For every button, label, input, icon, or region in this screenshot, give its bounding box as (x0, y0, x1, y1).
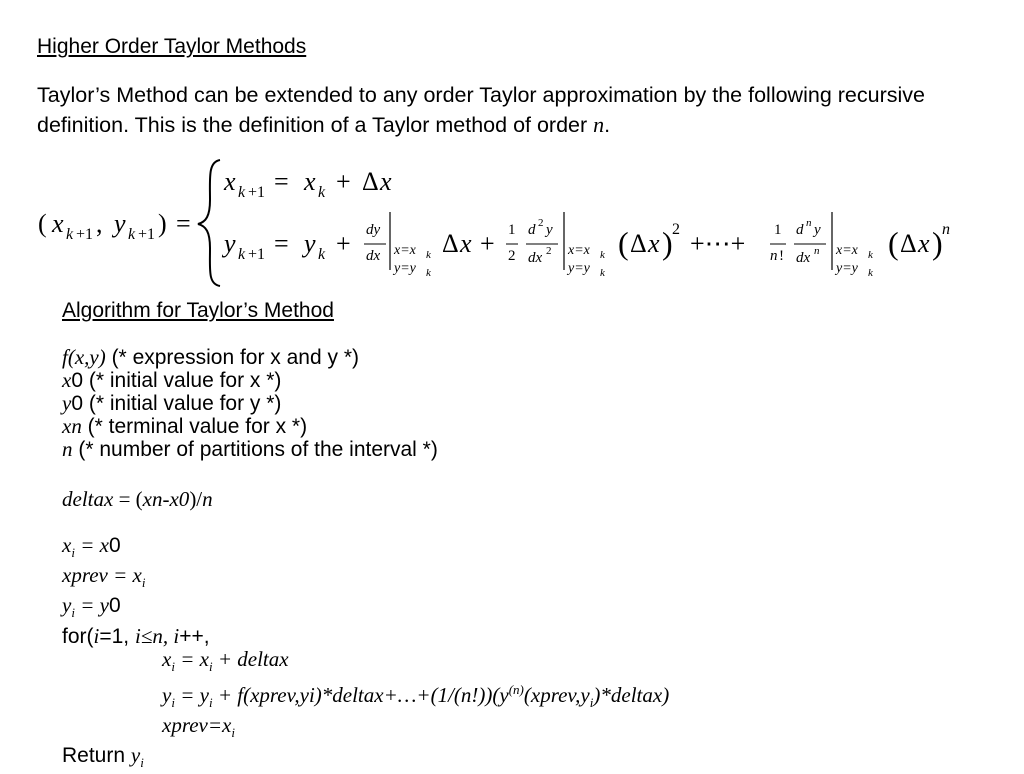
svg-text:y: y (814, 222, 821, 238)
for-keyword: for( (62, 624, 94, 648)
svg-text:k: k (128, 226, 136, 243)
svg-text:(: ( (888, 225, 899, 261)
svg-text:k: k (238, 246, 246, 263)
svg-text:k: k (600, 249, 605, 261)
input-var: xn (62, 414, 82, 438)
svg-text:+: + (480, 229, 495, 258)
svg-text:d: d (528, 222, 536, 238)
svg-text:+1: +1 (248, 184, 266, 201)
return-keyword: Return (62, 744, 126, 768)
svg-text:dx: dx (796, 250, 811, 266)
loop-update-xprev: $xprev=x_i$ (162, 712, 235, 741)
svg-text:n: n (806, 217, 812, 229)
svg-text:y: y (546, 222, 553, 238)
for-loop-header: for(i=1, i≤n, i++, (62, 623, 210, 648)
svg-text:dx: dx (366, 248, 381, 264)
svg-text:): ) (932, 225, 943, 261)
input-var: f(x,y) (62, 345, 106, 369)
formula-row-y (221, 212, 950, 279)
intro-end: . (604, 113, 611, 137)
input-var: n (62, 437, 73, 461)
input-var: y (62, 391, 72, 415)
svg-text:+1: +1 (248, 246, 266, 263)
intro-order-variable: n (593, 112, 605, 137)
svg-text:1: 1 (774, 222, 782, 238)
svg-text:y: y (224, 229, 236, 258)
svg-text:1: 1 (508, 222, 516, 238)
input-line-xn (62, 415, 438, 438)
for-start: =1, (99, 624, 135, 648)
formula-brace (198, 160, 220, 286)
svg-text:y=y: y=y (568, 261, 590, 276)
formula-lhs (38, 209, 191, 243)
svg-text:k: k (868, 249, 873, 261)
input-suffix: 0 (71, 392, 84, 415)
svg-text:n: n (814, 245, 820, 257)
svg-text:2: 2 (538, 217, 544, 229)
svg-text:x=x: x=x (394, 243, 416, 258)
input-line-f (62, 346, 438, 369)
svg-text:2: 2 (672, 221, 680, 238)
input-comment: (* initial value for x *) (88, 369, 282, 392)
svg-text:dx: dx (528, 250, 543, 266)
svg-text:x: x (380, 167, 392, 196)
input-line-n (62, 438, 438, 461)
svg-text:x: x (918, 229, 930, 258)
svg-text:d: d (796, 222, 804, 238)
algorithm-inputs (62, 346, 438, 461)
init-xi: $x_i = x0$ (62, 533, 121, 561)
svg-text:+: + (336, 229, 351, 258)
svg-text:+1: +1 (138, 226, 156, 243)
svg-text:n: n (770, 248, 778, 264)
svg-text:k: k (426, 249, 431, 261)
svg-text:2: 2 (508, 248, 516, 264)
input-suffix: 0 (71, 369, 84, 392)
deltax-definition: deltax = (xn-x0)/n (62, 487, 213, 511)
svg-text:k: k (318, 246, 326, 263)
for-increment: ++, (179, 624, 210, 648)
svg-text:k: k (66, 226, 74, 243)
svg-text:(: ( (618, 225, 629, 261)
svg-text:): ) (158, 209, 167, 238)
svg-text:x: x (648, 229, 660, 258)
return-line: Return $y_i$ (62, 743, 144, 771)
loop-update-y: $y_i = y_i$ + $f(xprev,yi)*deltax+\dots+(1/(n!))(y^{(n)}(xprev,y_i)*deltax)$ (162, 681, 670, 710)
svg-text:2: 2 (546, 245, 552, 257)
svg-text:y=y: y=y (836, 261, 858, 276)
svg-text:x: x (460, 229, 472, 258)
svg-text:=: = (176, 209, 191, 238)
svg-text:=: = (274, 229, 289, 258)
svg-text:x: x (52, 209, 64, 238)
svg-text:+⋯+: +⋯+ (690, 229, 746, 258)
intro-paragraph (37, 80, 997, 140)
formula-row-x (223, 167, 392, 201)
init-yi: $y_i = y0$ (62, 593, 121, 621)
svg-text:Δ: Δ (362, 167, 379, 196)
svg-text:+: + (336, 167, 351, 196)
input-line-y0 (62, 392, 438, 415)
input-comment: (* initial value for y *) (88, 392, 282, 415)
svg-text:k: k (868, 267, 873, 279)
svg-text:+1: +1 (76, 226, 94, 243)
svg-text:k: k (426, 267, 431, 279)
input-line-x0 (62, 369, 438, 392)
page-title: Higher Order Taylor Methods (37, 35, 307, 58)
init-xprev: xprev = $x_i$ (62, 563, 146, 591)
svg-text:dy: dy (366, 222, 381, 238)
svg-text:x=x: x=x (568, 243, 590, 258)
svg-text:x: x (224, 167, 236, 196)
svg-text:k: k (600, 267, 605, 279)
svg-text:=: = (274, 167, 289, 196)
algorithm-title: Algorithm for Taylor’s Method (62, 299, 334, 322)
svg-text:Δ: Δ (630, 229, 647, 258)
svg-text:y: y (304, 229, 316, 258)
input-var: x (62, 368, 72, 392)
intro-text: Taylor’s Method can be extended to any order Taylor approximation by the following recursive definition. This is the definition of a Taylor method of order (37, 83, 925, 137)
svg-text:Δ: Δ (442, 229, 459, 258)
svg-text:Δ: Δ (900, 229, 917, 258)
svg-text:k: k (238, 184, 246, 201)
svg-text:k: k (318, 184, 326, 201)
svg-text:(: ( (38, 209, 47, 238)
svg-text:y: y (114, 209, 126, 238)
algorithm-body (62, 534, 669, 774)
input-comment: (* expression for x and y *) (111, 346, 359, 369)
svg-text:x: x (304, 167, 316, 196)
svg-text:x=x: x=x (836, 243, 858, 258)
input-comment: (* terminal value for x *) (87, 415, 308, 438)
taylor-formula (30, 150, 990, 290)
svg-text:y=y: y=y (394, 261, 416, 276)
input-comment: (* number of partitions of the interval *) (78, 438, 438, 461)
svg-text:n: n (942, 221, 950, 238)
svg-text:): ) (662, 225, 673, 261)
svg-text:!: ! (779, 248, 784, 264)
svg-text:,: , (96, 209, 103, 238)
loop-update-x: $x_i = x_i$ + deltax (162, 646, 289, 674)
